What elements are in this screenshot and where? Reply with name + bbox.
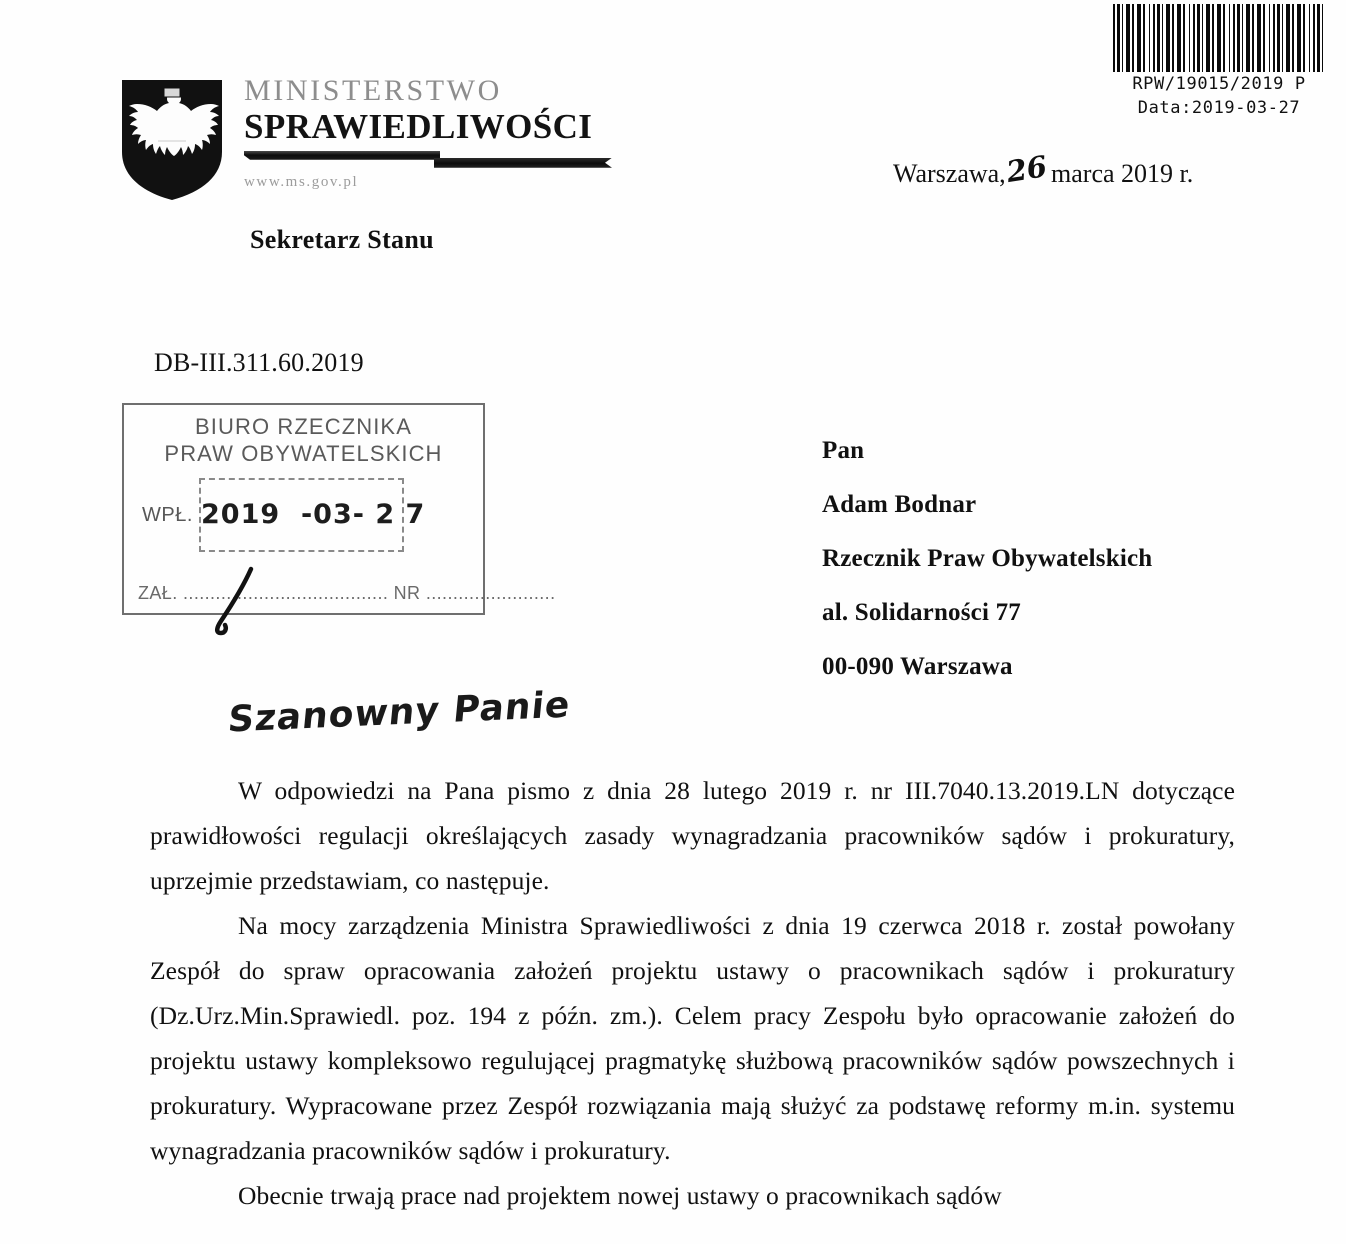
addressee-line: Rzecznik Praw Obywatelskich	[822, 545, 1153, 572]
addressee-line: Adam Bodnar	[822, 491, 977, 518]
stamp-title-line-1: BIURO RZECZNIKA	[195, 414, 412, 439]
stamp-title-line-2: PRAW OBYWATELSKICH	[164, 440, 443, 466]
addressee-line: Pan	[822, 437, 865, 464]
stamp-date-box	[199, 478, 426, 552]
stamp-attachment-line: ZAŁ. ...................................... NR ........................	[138, 583, 556, 603]
letter-body	[150, 768, 1235, 1218]
received-stamp	[122, 403, 556, 615]
polish-eagle-coat-of-arms-icon	[118, 78, 226, 202]
addressee-block	[822, 424, 1152, 694]
handwritten-salutation: Szanowny Panie	[226, 684, 573, 741]
stamp-office-name	[124, 414, 483, 468]
ministry-word-sprawiedliwosci: SPRAWIEDLIWOŚCI	[244, 107, 593, 146]
handwritten-day: 26	[1003, 149, 1049, 189]
incoming-barcode-block	[1108, 4, 1330, 120]
ministry-word-ministerstwo: MINISTERSTWO	[244, 74, 502, 107]
stamp-received-label: WPŁ.	[142, 503, 193, 526]
date-line	[893, 149, 1194, 189]
letterhead	[118, 76, 638, 206]
addressee-line: al. Solidarności 77	[822, 599, 1021, 626]
ribbon-divider-icon	[244, 151, 612, 169]
ministry-website: www.ms.gov.pl	[244, 173, 359, 190]
body-paragraph: W odpowiedzi na Pana pismo z dnia 28 lutego 2019 r. nr III.7040.13.2019.LN dotyczące prawidłowości regulacji określających zasady wynagradzania pracowników sądów i prokuratury, uprzejmie przedstawiam, co następuje.	[150, 776, 1235, 895]
date-city: Warszawa,	[893, 159, 1006, 188]
barcode-date: Data:2019-03-27	[1137, 97, 1301, 118]
body-paragraph: Obecnie trwają prace nad projektem nowej ustawy o pracownikach sądów	[238, 1181, 1002, 1210]
stamp-received-date: 2019 -03- 2 7	[201, 498, 426, 530]
addressee-line: 00-090 Warszawa	[822, 653, 1013, 680]
barcode-icon	[1113, 4, 1325, 72]
ministry-name	[244, 76, 634, 191]
body-paragraph: Na mocy zarządzenia Ministra Sprawiedliwości z dnia 19 czerwca 2018 r. został powołany Zespół do spraw opracowania założeń projektu ustawy o pracownikach sądów i prokuratury (Dz.Urz.Min.Sprawiedl. poz. 194 z późn. zm.). Celem pracy Zespołu było opracowanie założeń do projektu ustawy kompleksowo regulującej pragmatykę służbową pracowników sądów powszechnych i prokuratury. Wypracowane przez Zespół rozwiązania mają służyć za podstawę reformy m.in. systemu wynagradzania pracowników sądów i prokuratury.	[150, 911, 1235, 1165]
date-month-year: marca 2019 r.	[1051, 159, 1194, 188]
document-reference-number: DB-III.311.60.2019	[154, 348, 364, 377]
secretary-of-state-title: Sekretarz Stanu	[250, 225, 434, 254]
barcode-reference: RPW/19015/2019 P	[1132, 74, 1306, 94]
